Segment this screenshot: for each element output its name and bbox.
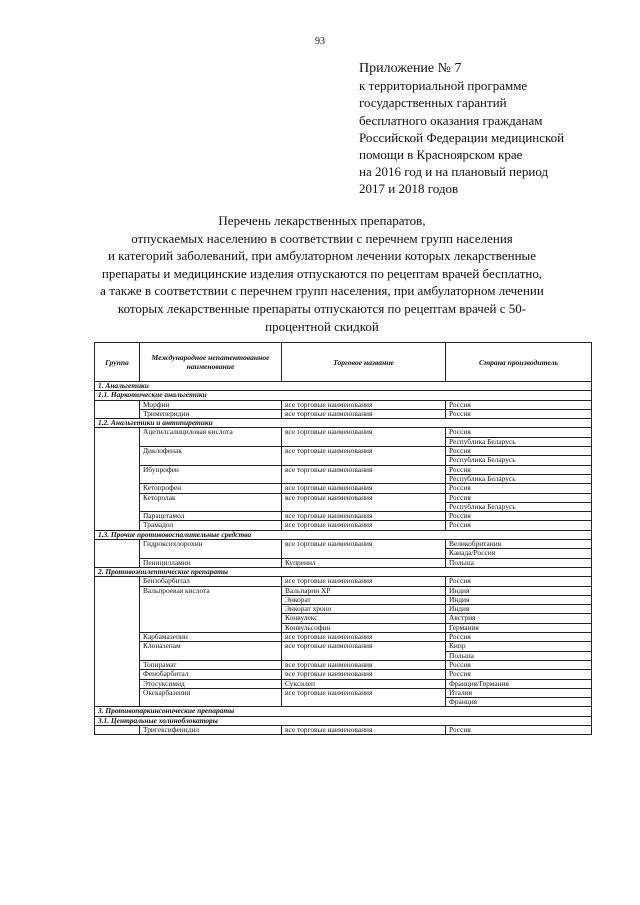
table-row: [95, 465, 592, 474]
inn-cell: [140, 623, 282, 632]
group-cell: [95, 456, 140, 465]
inn-cell: Кеторолак: [140, 493, 282, 502]
title-line: процентной скидкой: [265, 318, 379, 334]
title-line: отпускаемых населению в соответствии с перечнем групп населения: [131, 230, 513, 246]
inn-cell: Клоназепам: [140, 642, 282, 651]
table-row: [95, 512, 592, 521]
section-row: [95, 707, 592, 716]
appendix-line: помощи в Красноярском крае: [359, 147, 523, 163]
table-row: [95, 605, 592, 614]
inn-cell: Тримеперидин: [140, 409, 282, 418]
trade-cell: Конвульсофин: [282, 623, 446, 632]
inn-cell: Фенобарбитал: [140, 670, 282, 679]
group-cell: [95, 586, 140, 595]
country-cell: Великобритания: [446, 540, 592, 549]
title-line: Перечень лекарственных препаратов,: [218, 213, 426, 228]
group-cell: [95, 512, 140, 521]
group-cell: [95, 558, 140, 567]
table-row: [95, 447, 592, 456]
inn-cell: [140, 474, 282, 483]
country-cell: Россия: [446, 493, 592, 502]
appendix-line: бесплатного оказания гражданам: [359, 112, 543, 128]
group-cell: [95, 725, 140, 734]
section-label: 3.1. Центральные холиноблокаторы: [95, 716, 592, 725]
appendix-line: 2017 и 2018 годов: [359, 181, 459, 197]
trade-cell: Вальпарин ХР: [282, 586, 446, 595]
inn-cell: Вальпроевая кислота: [140, 586, 282, 595]
inn-cell: Кетопрофен: [140, 484, 282, 493]
country-cell: Россия: [446, 465, 592, 474]
inn-cell: [140, 698, 282, 707]
table-row: [95, 577, 592, 586]
trade-cell: [282, 549, 446, 558]
group-cell: [95, 428, 140, 437]
appendix-line: Российской Федерации медицинской: [359, 129, 565, 145]
appendix-title: Приложение № 7: [359, 61, 462, 76]
trade-cell: [282, 474, 446, 483]
group-cell: [95, 595, 140, 604]
group-cell: [95, 521, 140, 530]
group-cell: [95, 670, 140, 679]
title-line: которых лекарственные препараты отпускаются по рецептам врачей с 50-: [117, 300, 527, 316]
trade-cell: все торговые наименования: [282, 484, 446, 493]
group-cell: [95, 688, 140, 697]
title-line: и категорий заболеваний, при амбулаторном лечении которых лекарственные: [107, 248, 537, 264]
country-cell: Республика Беларусь: [446, 502, 592, 511]
country-cell: Россия: [446, 577, 592, 586]
inn-cell: Морфин: [140, 400, 282, 409]
country-cell: Россия: [446, 400, 592, 409]
trade-cell: Конвулекс: [282, 614, 446, 623]
table-row: [95, 474, 592, 483]
title-line: а также в соответствии с перечнем групп населения, при амбулаторном лечении: [100, 283, 544, 299]
medications-table: [94, 342, 592, 735]
inn-cell: Окскарбазепин: [140, 688, 282, 697]
table-row: [95, 688, 592, 697]
table-row: [95, 521, 592, 530]
inn-cell: Топирамат: [140, 660, 282, 669]
trade-cell: [282, 437, 446, 446]
group-cell: [95, 484, 140, 493]
country-cell: Канада/Россия: [446, 549, 592, 558]
header-group: Группа: [95, 343, 140, 382]
inn-cell: Трамадол: [140, 521, 282, 530]
country-cell: Республика Беларусь: [446, 456, 592, 465]
trade-cell: Энкорат: [282, 595, 446, 604]
group-cell: [95, 642, 140, 651]
group-cell: [95, 698, 140, 707]
inn-cell: [140, 549, 282, 558]
trade-cell: Купренил: [282, 558, 446, 567]
country-cell: Россия: [446, 484, 592, 493]
table-row: [95, 670, 592, 679]
group-cell: [95, 660, 140, 669]
group-cell: [95, 540, 140, 549]
inn-cell: Гидроксихлорохин: [140, 540, 282, 549]
table-row: [95, 502, 592, 511]
group-cell: [95, 549, 140, 558]
page-number: 93: [315, 36, 325, 47]
country-cell: Россия: [446, 660, 592, 669]
group-cell: [95, 447, 140, 456]
table-row: [95, 586, 592, 595]
group-cell: [95, 409, 140, 418]
trade-cell: [282, 502, 446, 511]
trade-cell: все торговые наименования: [282, 577, 446, 586]
country-cell: Франция: [446, 698, 592, 707]
country-cell: Франция/Германия: [446, 679, 592, 688]
table-row: [95, 623, 592, 632]
table-row: [95, 725, 592, 734]
trade-cell: [282, 456, 446, 465]
section-label: 1. Анальгетики: [95, 382, 592, 391]
table-row: [95, 400, 592, 409]
table-row: [95, 456, 592, 465]
group-cell: [95, 623, 140, 632]
trade-cell: все торговые наименования: [282, 540, 446, 549]
section-row: [95, 419, 592, 428]
table-row: [95, 651, 592, 660]
section-row: [95, 567, 592, 576]
inn-cell: [140, 605, 282, 614]
table-row: [95, 660, 592, 669]
trade-cell: все торговые наименования: [282, 725, 446, 734]
table-row: [95, 409, 592, 418]
table-row: [95, 540, 592, 549]
section-row: [95, 530, 592, 539]
header-country: Страна производитель: [446, 343, 592, 382]
trade-cell: [282, 651, 446, 660]
section-row: [95, 391, 592, 400]
group-cell: [95, 437, 140, 446]
trade-cell: все торговые наименования: [282, 670, 446, 679]
section-label: 1.2. Анальгетики и антипиретики: [95, 419, 592, 428]
section-label: 1.3. Прочие противовоспалительные средства: [95, 530, 592, 539]
country-cell: Россия: [446, 521, 592, 530]
table-row: [95, 493, 592, 502]
table-row: [95, 484, 592, 493]
header-trade-name: Торговое название: [282, 343, 446, 382]
trade-cell: все торговые наименования: [282, 521, 446, 530]
trade-cell: все торговые наименования: [282, 493, 446, 502]
country-cell: Россия: [446, 725, 592, 734]
trade-cell: все торговые наименования: [282, 660, 446, 669]
trade-cell: все торговые наименования: [282, 642, 446, 651]
country-cell: Индия: [446, 586, 592, 595]
table-row: [95, 614, 592, 623]
group-cell: [95, 493, 140, 502]
document-title: [72, 212, 572, 335]
group-cell: [95, 605, 140, 614]
trade-cell: Суксилеп: [282, 679, 446, 688]
table-row: [95, 437, 592, 446]
inn-cell: Диклофенак: [140, 447, 282, 456]
country-cell: Германия: [446, 623, 592, 632]
table-row: [95, 679, 592, 688]
table-row: [95, 633, 592, 642]
appendix-line: на 2016 год и на плановый период: [359, 164, 549, 180]
table-row: [95, 595, 592, 604]
trade-cell: все торговые наименования: [282, 447, 446, 456]
section-row: [95, 382, 592, 391]
section-label: 1.1. Наркотические анальгетики: [95, 391, 592, 400]
title-line: препараты и медицинские изделия отпускаются по рецептам врачей бесплатно,: [101, 265, 543, 281]
trade-cell: все торговые наименования: [282, 428, 446, 437]
inn-cell: [140, 456, 282, 465]
section-label: 2. Противоэпилептические препараты: [95, 567, 592, 576]
country-cell: Россия: [446, 447, 592, 456]
country-cell: Республика Беларусь: [446, 437, 592, 446]
country-cell: Австрия: [446, 614, 592, 623]
country-cell: Россия: [446, 633, 592, 642]
table-row: [95, 428, 592, 437]
appendix-line: государственных гарантий: [359, 95, 507, 111]
group-cell: [95, 614, 140, 623]
group-cell: [95, 502, 140, 511]
country-cell: Италия: [446, 688, 592, 697]
table-row: [95, 698, 592, 707]
section-row: [95, 716, 592, 725]
table-header-row: [95, 343, 592, 382]
table-row: [95, 642, 592, 651]
group-cell: [95, 474, 140, 483]
group-cell: [95, 651, 140, 660]
inn-cell: Карбамазепин: [140, 633, 282, 642]
group-cell: [95, 400, 140, 409]
trade-cell: все торговые наименования: [282, 688, 446, 697]
inn-cell: Бензобарбитал: [140, 577, 282, 586]
country-cell: Польша: [446, 558, 592, 567]
group-cell: [95, 465, 140, 474]
country-cell: Россия: [446, 512, 592, 521]
section-label: 3. Противопаркинсонические препараты: [95, 707, 592, 716]
table-row: [95, 558, 592, 567]
inn-cell: Парацетамол: [140, 512, 282, 521]
country-cell: Польша: [446, 651, 592, 660]
inn-cell: Тригексифенидил: [140, 725, 282, 734]
appendix-header: [359, 60, 590, 198]
group-cell: [95, 679, 140, 688]
inn-cell: Ибупрофен: [140, 465, 282, 474]
country-cell: Индия: [446, 595, 592, 604]
country-cell: Индия: [446, 605, 592, 614]
inn-cell: [140, 437, 282, 446]
country-cell: Кипр: [446, 642, 592, 651]
country-cell: Россия: [446, 670, 592, 679]
table-row: [95, 549, 592, 558]
country-cell: Россия: [446, 428, 592, 437]
inn-cell: [140, 614, 282, 623]
group-cell: [95, 577, 140, 586]
trade-cell: все торговые наименования: [282, 400, 446, 409]
trade-cell: все торговые наименования: [282, 409, 446, 418]
inn-cell: Ацетилсалициловая кислота: [140, 428, 282, 437]
inn-cell: [140, 595, 282, 604]
header-inn: Международное непатентованное наименование: [140, 343, 282, 382]
trade-cell: [282, 698, 446, 707]
appendix-line: к территориальной программе: [359, 78, 528, 94]
trade-cell: все торговые наименования: [282, 512, 446, 521]
trade-cell: все торговые наименования: [282, 633, 446, 642]
inn-cell: Этосуксимид: [140, 679, 282, 688]
inn-cell: [140, 502, 282, 511]
inn-cell: [140, 651, 282, 660]
trade-cell: все торговые наименования: [282, 465, 446, 474]
inn-cell: Пеницилламин: [140, 558, 282, 567]
country-cell: Республика Беларусь: [446, 474, 592, 483]
trade-cell: Энкорат хроно: [282, 605, 446, 614]
country-cell: Россия: [446, 409, 592, 418]
group-cell: [95, 633, 140, 642]
